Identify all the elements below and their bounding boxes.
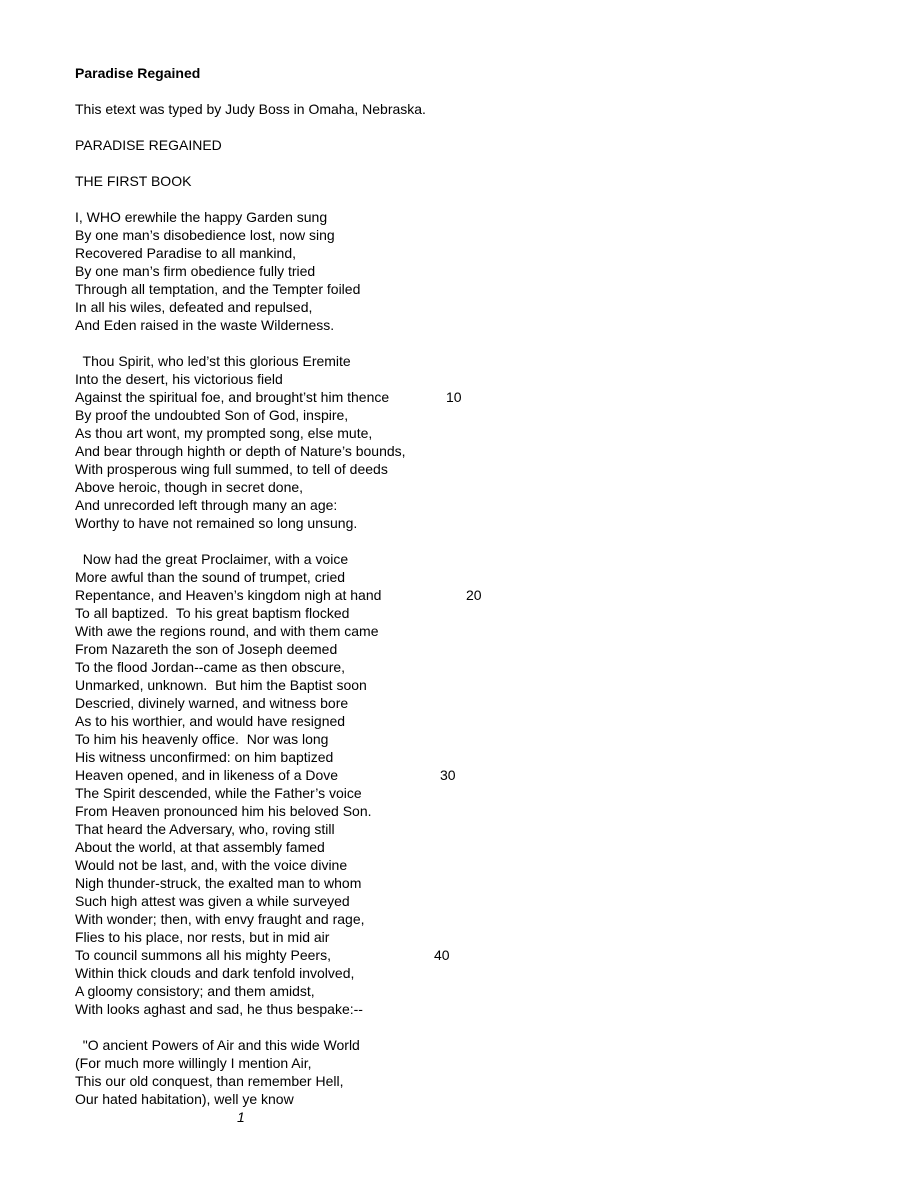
verse-line [75,964,875,982]
verse-line [75,856,875,874]
etext-credit: This etext was typed by Judy Boss in Omaha, Nebraska. [75,101,426,117]
verse-line [75,838,875,856]
verse-text: With wonder; then, with envy fraught and rage, [75,911,365,927]
verse-text: Now had the great Proclaimer, with a voice [75,551,349,567]
verse-text: From Heaven pronounced him his beloved Son. [75,803,372,819]
verse-text: Nigh thunder-struck, the exalted man to whom [75,875,362,891]
verse-line [75,424,875,442]
verse-line [75,568,875,586]
verse-text: Above heroic, though in secret done, [75,479,304,495]
verse-text: With prosperous wing full summed, to tell of deeds [75,461,388,477]
verse-line [75,910,875,928]
verse-text: I, WHO erewhile the happy Garden sung [75,209,328,225]
verse-text: Such high attest was given a while surveyed [75,893,350,909]
verse-text: In all his wiles, defeated and repulsed, [75,299,313,315]
page-number: 1 [237,1109,245,1125]
verse-text: To him his heavenly office. Nor was long [75,731,329,747]
verse-line [75,1054,875,1072]
verse-text: A gloomy consistory; and them amidst, [75,983,315,999]
verse-text: To all baptized. To his great baptism flocked [75,605,350,621]
stanza-break [75,532,875,550]
verse-text: About the world, at that assembly famed [75,839,325,855]
verse-line [75,712,875,730]
verse-line [75,1090,875,1108]
verse-line [75,406,875,424]
document-title: Paradise Regained [75,65,201,81]
verse-text: With awe the regions round, and with them came [75,623,379,639]
line-number: 40 [434,947,450,963]
verse-text: As thou art wont, my prompted song, else mute, [75,425,373,441]
verse-line [75,442,875,460]
verse-text: Heaven opened, and in likeness of a Dove [75,767,339,783]
spacer [75,82,875,100]
verse-text: Through all temptation, and the Tempter foiled [75,281,361,297]
verse-line [75,784,875,802]
verse-line [75,496,875,514]
verse-line [75,244,875,262]
verse-text: Recovered Paradise to all mankind, [75,245,297,261]
verse-text: Flies to his place, nor rests, but in mid air [75,929,330,945]
verse-line [75,730,875,748]
verse-text: Our hated habitation), well ye know [75,1091,294,1107]
verse-line [75,982,875,1000]
verse-text: Descried, divinely warned, and witness bore [75,695,349,711]
verse-line [75,550,875,568]
verse-text: The Spirit descended, while the Father’s voice [75,785,362,801]
verse-line [75,946,875,964]
stanza-break [75,1018,875,1036]
verse-text: Within thick clouds and dark tenfold involved, [75,965,355,981]
verse-text: Into the desert, his victorious field [75,371,283,387]
verse-line [75,604,875,622]
verse-line [75,586,875,604]
verse-text: As to his worthier, and would have resigned [75,713,346,729]
verse-text: His witness unconfirmed: on him baptized [75,749,334,765]
verse-text: To the flood Jordan--came as then obscure, [75,659,346,675]
verse-text: Repentance, and Heaven’s kingdom nigh at hand [75,587,382,603]
verse-text: Against the spiritual foe, and brought’st him thence [75,389,390,405]
verse-line [75,226,875,244]
verse-text: By proof the undoubted Son of God, inspire, [75,407,349,423]
verse-line [75,1000,875,1018]
verse-text: Thou Spirit, who led’st this glorious Eremite [75,353,351,369]
verse-text: Worthy to have not remained so long unsung. [75,515,358,531]
verse-line [75,622,875,640]
verse-text: And Eden raised in the waste Wilderness. [75,317,335,333]
verse-line [75,694,875,712]
verse-line [75,874,875,892]
verse-text: And unrecorded left through many an age: [75,497,338,513]
verse-line [75,1072,875,1090]
spacer [75,154,875,172]
verse-text: From Nazareth the son of Joseph deemed [75,641,338,657]
stanza-break [75,334,875,352]
book-heading: THE FIRST BOOK [75,173,192,189]
verse-line [75,928,875,946]
poem-body [75,208,875,1108]
verse-line [75,766,875,784]
verse-text: By one man’s disobedience lost, now sing [75,227,335,243]
verse-text: More awful than the sound of trumpet, cried [75,569,346,585]
verse-line [75,748,875,766]
verse-text: And bear through highth or depth of Nature’s bounds, [75,443,406,459]
line-number: 30 [440,767,456,783]
verse-line [75,640,875,658]
spacer [75,190,875,208]
verse-line [75,208,875,226]
verse-line [75,352,875,370]
verse-text: To council summons all his mighty Peers, [75,947,331,963]
document-page [75,64,875,1108]
line-number: 20 [466,587,482,603]
verse-line [75,892,875,910]
verse-text: Would not be last, and, with the voice divine [75,857,348,873]
verse-line [75,262,875,280]
line-number: 10 [446,389,462,405]
verse-line [75,820,875,838]
verse-line [75,514,875,532]
verse-line [75,370,875,388]
verse-line [75,802,875,820]
work-heading: PARADISE REGAINED [75,137,222,153]
verse-line [75,298,875,316]
verse-text: With looks aghast and sad, he thus bespake:-- [75,1001,363,1017]
spacer [75,118,875,136]
verse-line [75,460,875,478]
verse-line [75,478,875,496]
verse-text: By one man’s firm obedience fully tried [75,263,316,279]
verse-line [75,388,875,406]
verse-line [75,658,875,676]
verse-line [75,676,875,694]
verse-text: (For much more willingly I mention Air, [75,1055,312,1071]
verse-line [75,1036,875,1054]
verse-line [75,316,875,334]
verse-text: Unmarked, unknown. But him the Baptist soon [75,677,367,693]
verse-text: "O ancient Powers of Air and this wide World [75,1037,360,1053]
verse-text: That heard the Adversary, who, roving still [75,821,335,837]
verse-text: This our old conquest, than remember Hell, [75,1073,344,1089]
verse-line [75,280,875,298]
